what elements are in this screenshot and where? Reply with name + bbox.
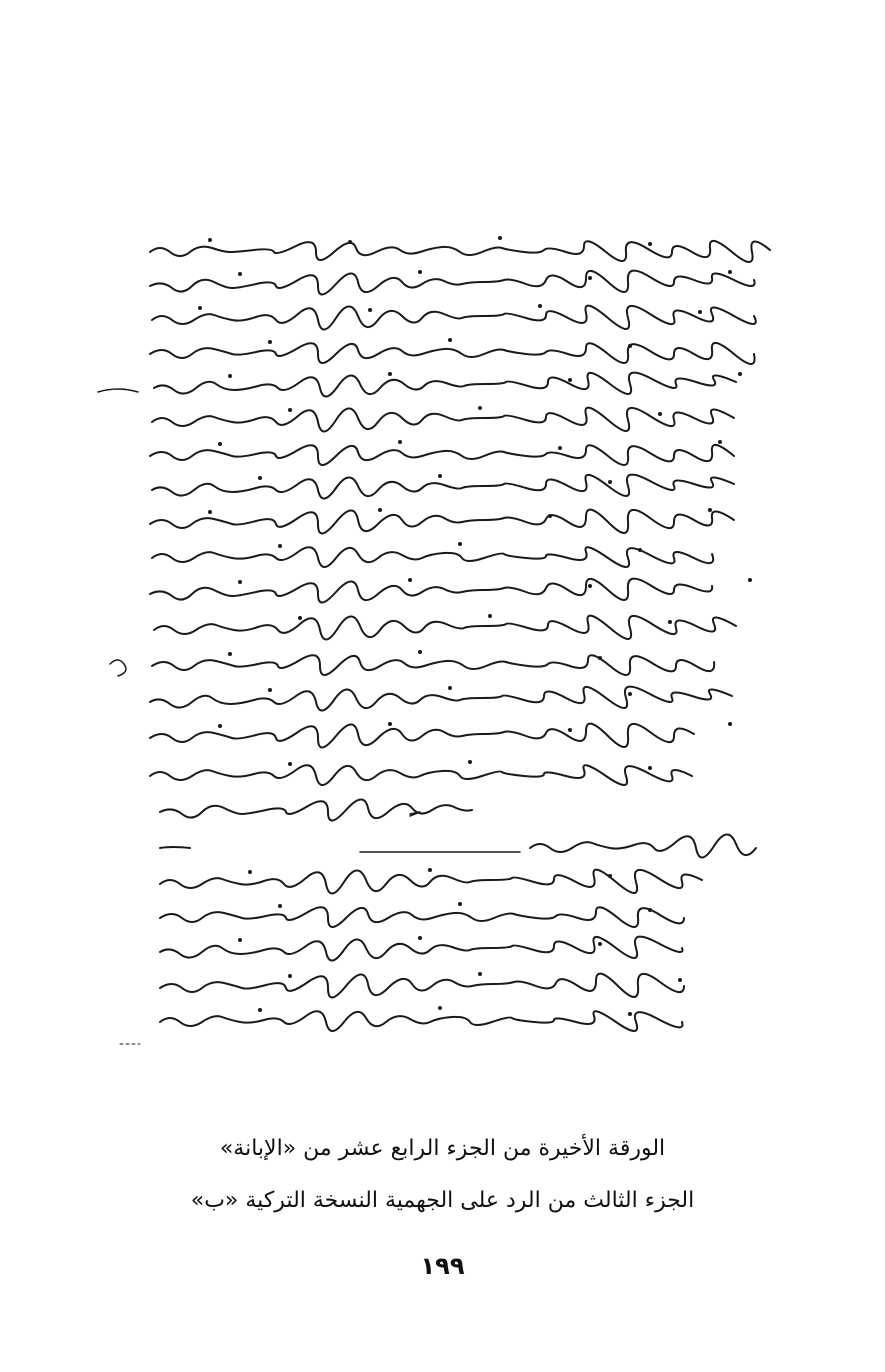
handwritten-text [90, 222, 790, 1052]
caption-line-1: الورقة الأخيرة من الجزء الرابع عشر من «الإبانة» [219, 1136, 666, 1161]
manuscript-image [90, 222, 790, 1052]
caption-line-2: الجزء الثالث من الرد على الجهمية النسخة التركية «ب» [190, 1188, 695, 1213]
page-number: ١٩٩ [420, 1252, 465, 1280]
